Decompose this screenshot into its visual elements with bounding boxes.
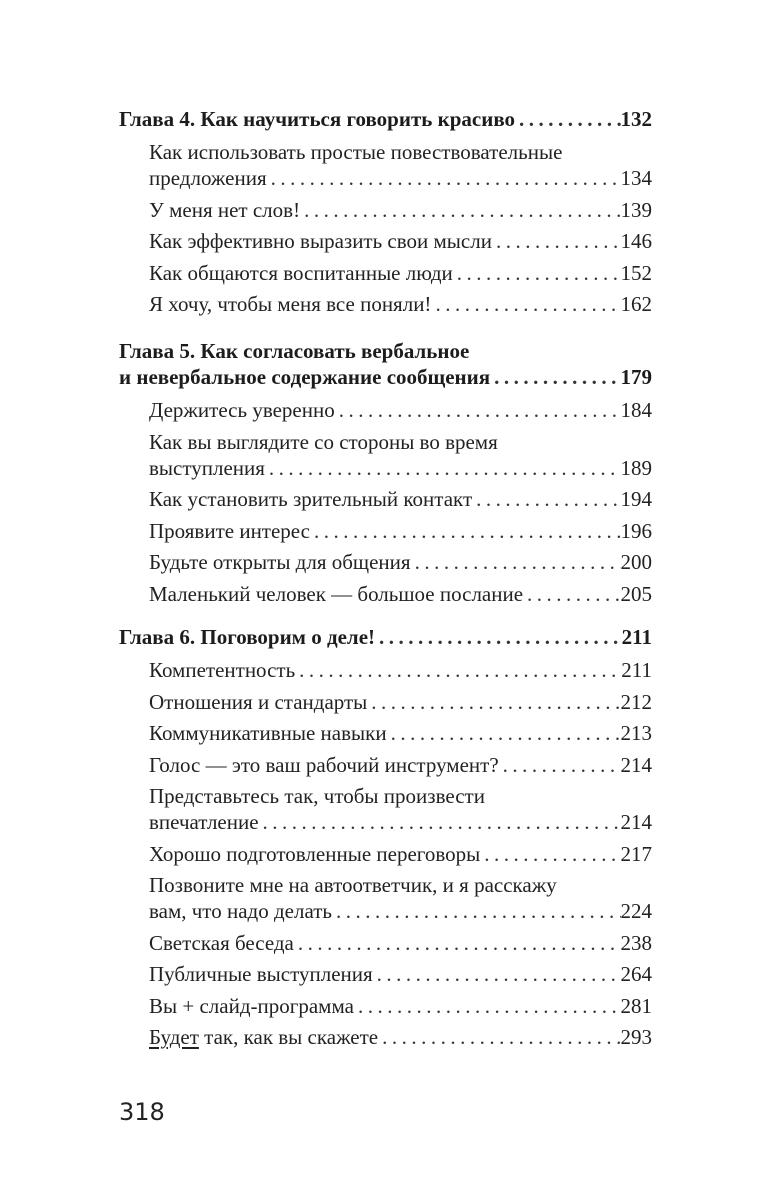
dot-leader [267,165,621,191]
page-ref: 189 [620,455,652,480]
entry-title: и невербальное содержание сообщения [119,365,491,390]
entry-title: впечатление [149,810,259,835]
page-ref: 217 [620,841,652,866]
dot-leader [492,228,621,254]
page-ref: 152 [620,260,652,285]
entry-title: Глава 4. Как научиться говорить красиво [119,107,516,131]
entry-title: вам, что надо делать [149,899,332,924]
dot-leader [515,106,620,132]
page-ref: 146 [620,229,652,254]
entry-title: Компетентность [149,658,296,682]
dot-leader [472,486,620,512]
entry-title: У меня нет слов! [149,197,301,222]
entry-title: Я хочу, чтобы меня все поняли! [149,292,432,317]
entry-title: Глава 5. Как согласовать вербальное [119,339,470,363]
dot-leader [265,455,621,481]
dot-leader [480,841,620,867]
page-ref: 214 [620,810,652,835]
entry-title: Хорошо подготовленные переговоры [149,841,481,866]
page-ref: 139 [620,197,652,222]
entry-title: Маленький человек — большое послание [149,581,524,606]
dot-leader [499,752,621,778]
dot-leader [335,397,621,423]
entry-title: Будет так, как вы скажете [149,1025,379,1050]
entry-title: Публичные выступления [149,962,373,987]
dot-leader [490,364,620,390]
dot-leader [310,518,621,544]
entry-title: Как установить зрительный контакт [149,487,473,512]
page-ref: 184 [620,398,652,423]
page-ref: 134 [620,166,652,191]
entry-title: Как эффективно выразить свои мысли [149,229,492,254]
dot-leader [387,720,621,746]
page-ref: 281 [620,993,652,1018]
entry-title: выступления [149,455,265,480]
dot-leader [453,260,621,286]
dot-leader [411,549,621,575]
entry-title: Будьте открыты для общения [149,550,411,575]
page-ref: 264 [620,962,652,987]
page-ref: 224 [620,899,652,924]
entry-title: Как вы выглядите со стороны во время [149,429,498,454]
page-ref: 179 [620,365,652,390]
page-ref: 214 [620,752,652,777]
entry-title: Держитесь уверенно [149,398,335,423]
underlined-word: Будет [149,1025,199,1050]
entry-title: Представьтесь так, чтобы произвести [149,784,485,808]
dot-leader [300,197,620,223]
page-ref: 211 [621,625,652,649]
entry-title: Как общаются воспитанные люди [149,260,453,285]
page-ref: 162 [620,292,652,317]
entry-title: Проявите интерес [149,518,310,543]
page-number: 318 [119,1098,165,1126]
dot-leader [332,898,621,924]
dot-leader [294,930,621,956]
page-ref: 196 [620,518,652,543]
dot-leader [259,809,621,835]
entry-title: Вы + слайд-программа [149,993,354,1018]
entry-title: Голос — это ваш рабочий инструмент? [149,752,499,777]
page-ref: 200 [620,550,652,575]
page-ref: 211 [621,658,652,682]
entry-title: предложения [149,166,267,191]
page-ref: 132 [620,107,652,131]
page-ref: 293 [620,1025,652,1050]
dot-leader [373,961,621,987]
entry-title: Отношения и стандарты [149,689,368,714]
entry-title: Как использовать простые повествовательные [149,140,563,164]
page-ref: 205 [620,581,652,606]
dot-leader [431,291,620,317]
dot-leader [295,657,621,683]
page-ref: 212 [620,689,652,714]
entry-title: Коммуникативные навыки [149,721,387,745]
entry-title: Светская беседа [149,930,294,955]
entry-title: Позвоните мне на автоответчик, и я расскажу [149,873,557,898]
dot-leader [375,624,622,650]
dot-leader [523,581,620,607]
page-ref: 194 [620,487,652,512]
entry-title: Глава 6. Поговорим о деле! [119,625,376,649]
dot-leader [367,689,620,715]
page-ref: 238 [620,930,652,955]
dot-leader [378,1024,620,1050]
dot-leader [354,993,621,1019]
page-ref: 213 [620,721,652,745]
